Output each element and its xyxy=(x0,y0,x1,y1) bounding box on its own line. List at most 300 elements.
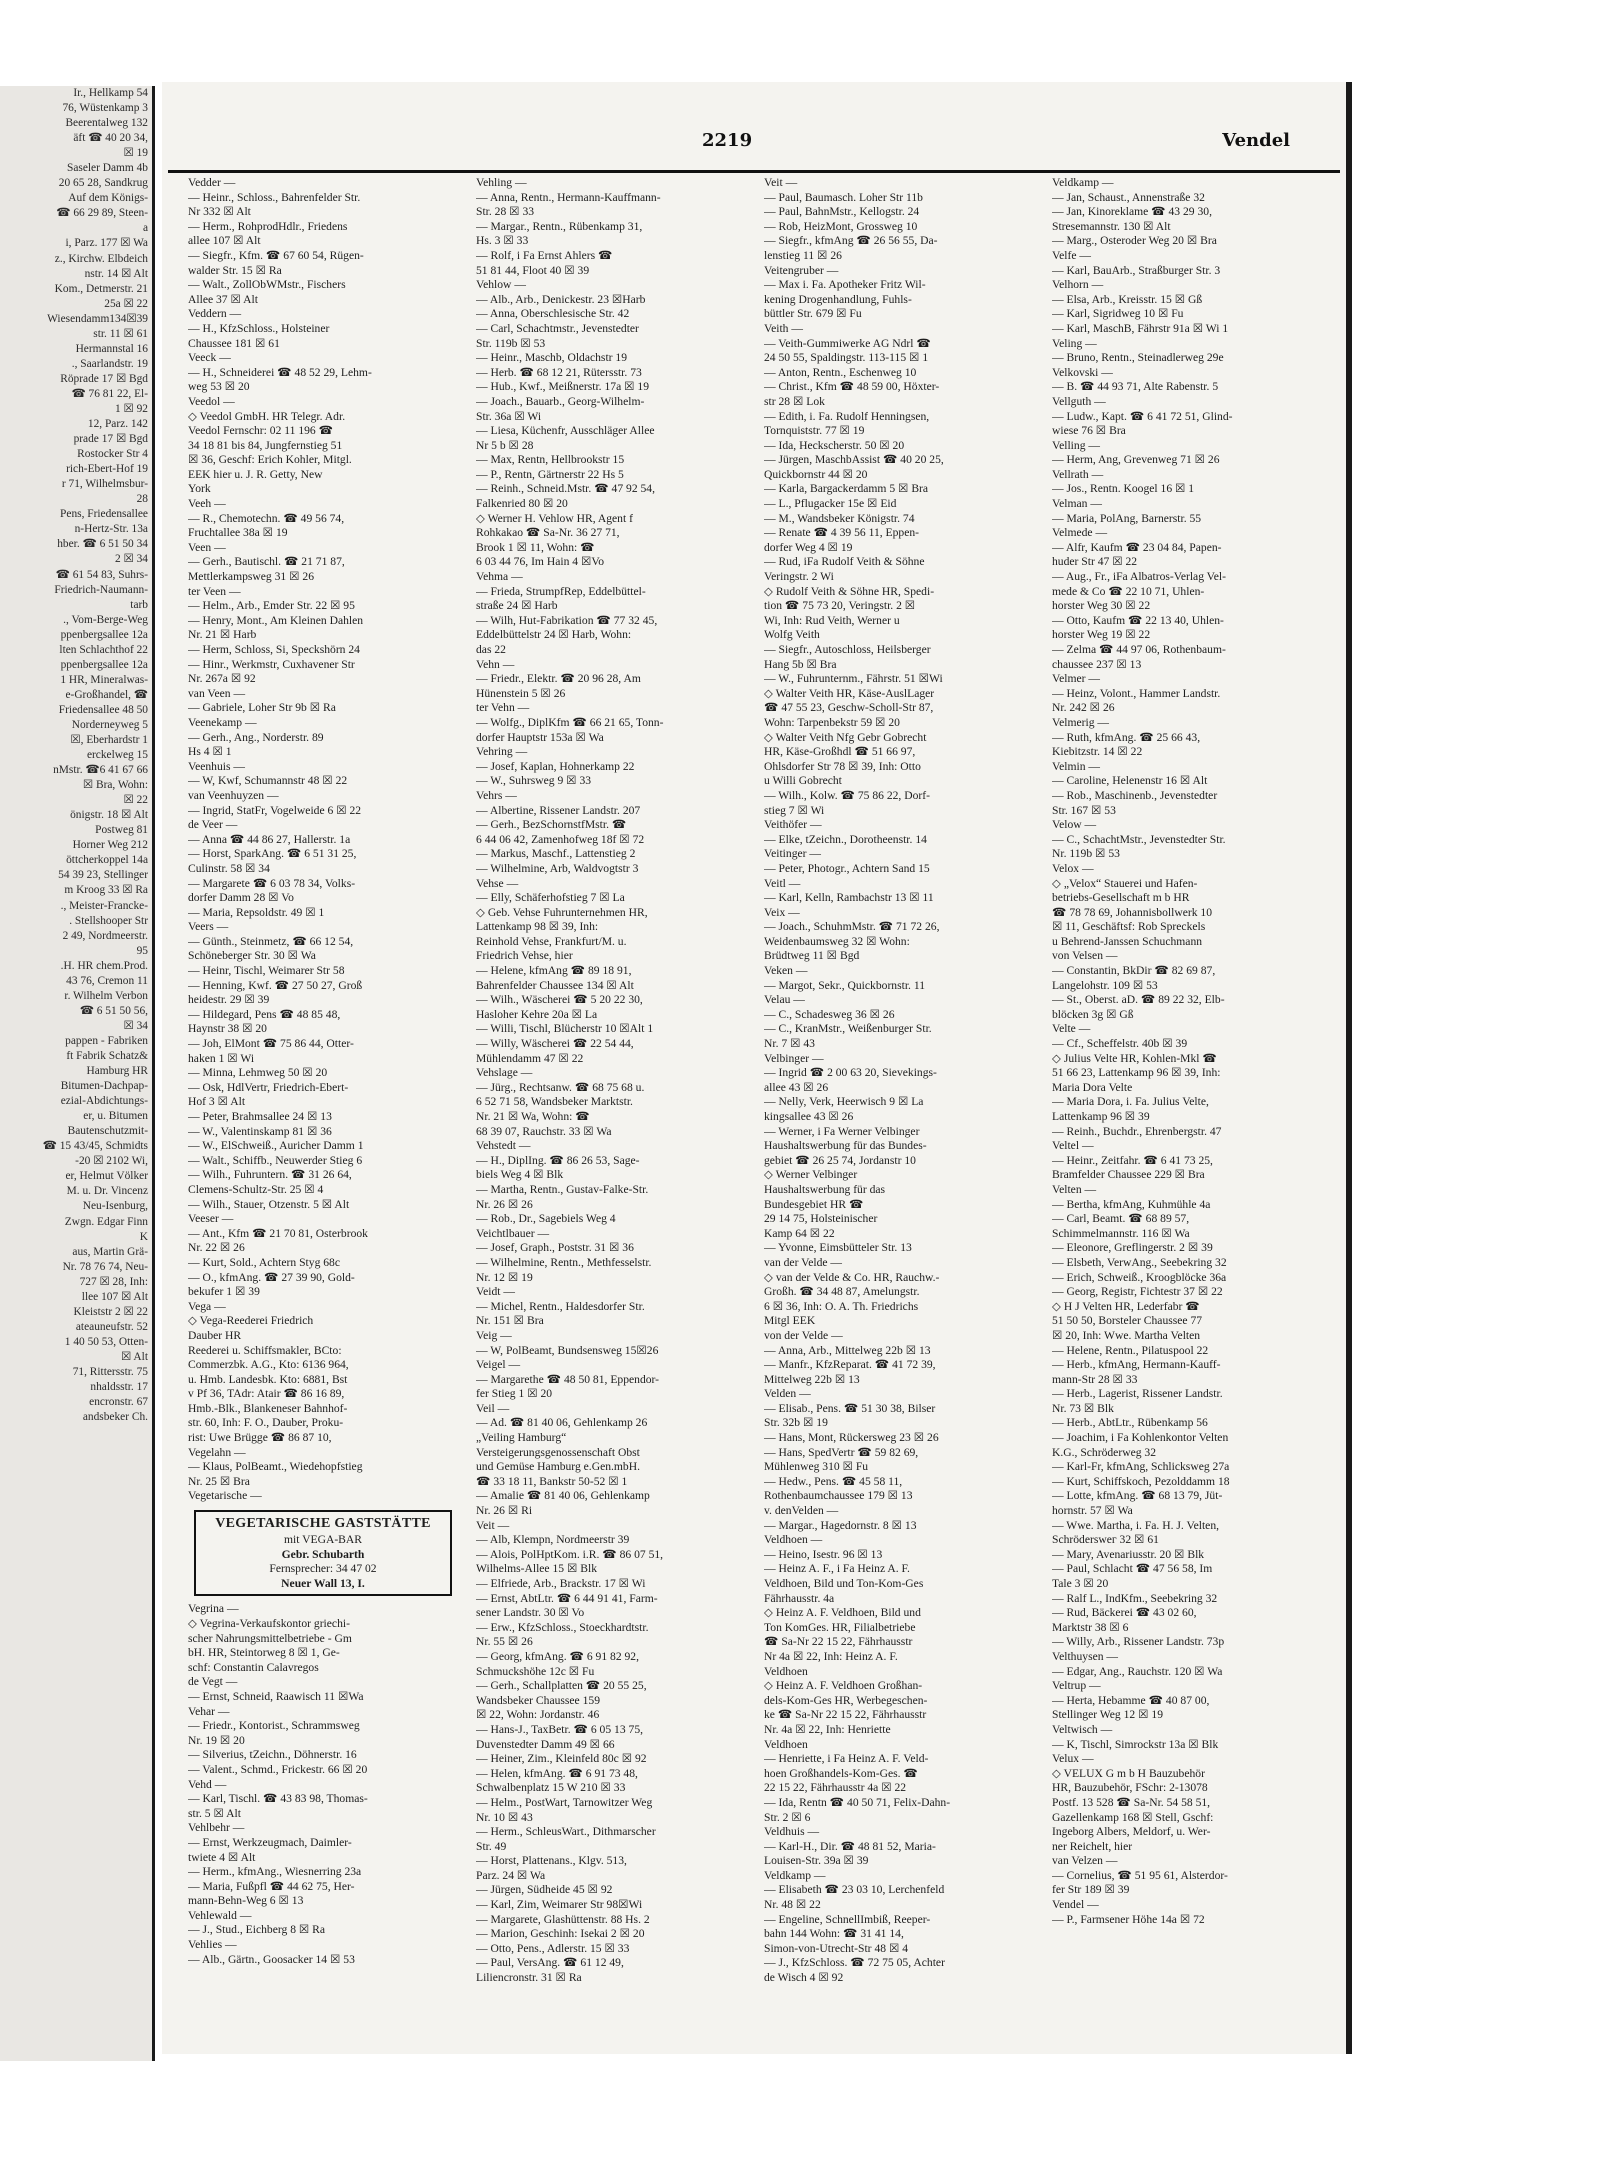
directory-entry-line: — Mary, Avenariusstr. 20 ☒ Blk xyxy=(1052,1547,1205,1561)
directory-entry-line: — Klaus, PolBeamt., Wiedehopfstieg xyxy=(188,1460,363,1474)
directory-entry-line: betriebs-Gesellschaft m b HR xyxy=(1052,891,1190,905)
directory-entry-line: — Rud, iFa Rudolf Veith & Söhne xyxy=(764,555,925,569)
directory-entry-line: — Herta, Hebamme ☎ 40 87 00, xyxy=(1052,1693,1210,1707)
directory-entry-line: — Reinh., Schneid.Mstr. ☎ 47 92 54, xyxy=(476,482,656,496)
directory-entry-line: Nr. 7 ☒ 43 xyxy=(764,1037,815,1051)
prev-page-line: 2 ☒ 34 xyxy=(115,553,148,566)
directory-entry-line: — Ida, Rentn ☎ 40 50 71, Felix-Dahn- xyxy=(764,1795,951,1809)
directory-entry-line: Nr. 21 ☒ Wa, Wohn: ☎ xyxy=(476,1110,590,1123)
directory-entry-line: Duvenstedter Damm 49 ☒ 66 xyxy=(476,1737,615,1751)
directory-entry-line: Marktstr 38 ☒ 6 xyxy=(1052,1620,1129,1634)
directory-entry-line: — Joach., Bauarb., Georg-Wilhelm- xyxy=(476,394,645,408)
directory-entry-line: Schmuckshöhe 12c ☒ Fu xyxy=(476,1664,595,1678)
directory-entry-line: Vehlewald — xyxy=(188,1908,252,1922)
directory-entry-line: Vehslage — xyxy=(476,1066,533,1080)
directory-entry-line: Stresemannstr. 130 ☒ Alt xyxy=(1052,219,1171,233)
directory-entry-line: Velbinger — xyxy=(764,1051,824,1065)
directory-entry-line: Vehma — xyxy=(476,570,523,584)
directory-entry-line: Vehlies — xyxy=(188,1938,237,1952)
directory-entry-line: Brüdtweg 11 ☒ Bgd xyxy=(764,949,860,963)
prev-page-line: ateauneufstr. 52 xyxy=(75,1320,148,1333)
directory-entry-line: Str. 2 ☒ 6 xyxy=(764,1810,811,1824)
directory-entry-line: Vedder — xyxy=(188,176,236,189)
directory-entry-line: van der Velde — xyxy=(764,1255,843,1269)
directory-entry-line: — Hedw., Pens. ☎ 45 58 11, xyxy=(764,1474,903,1488)
directory-entry-line: Nr. 22 ☒ 26 xyxy=(188,1241,245,1255)
directory-entry-line: Hs 4 ☒ 1 xyxy=(188,745,232,759)
directory-entry-line: — Zelma ☎ 44 97 06, Rothenbaum- xyxy=(1052,643,1226,656)
directory-entry-line: „Veiling Hamburg“ xyxy=(476,1431,567,1445)
prev-page-line: ☒ Alt xyxy=(121,1350,148,1363)
directory-entry-line: — Ingrid ☎ 2 00 63 20, Sievekings- xyxy=(764,1066,937,1080)
directory-entry-line: Vehling — xyxy=(476,176,527,189)
prev-page-line: 95 xyxy=(136,944,148,957)
directory-entry-line: Veltrup — xyxy=(1052,1679,1101,1693)
directory-entry-line: Veldhoen, Bild und Ton-Kom-Ges xyxy=(764,1577,924,1590)
directory-entry-line: Fährhausstr. 4a xyxy=(764,1591,835,1605)
prev-page-line: lten Schlachthof 22 xyxy=(59,643,148,656)
directory-entry-line: — Herm., RohprodHdlr., Friedens xyxy=(188,219,348,233)
directory-entry-line: v. denVelden — xyxy=(764,1504,839,1518)
directory-entry-line: — Hildegard, Pens ☎ 48 85 48, xyxy=(188,1007,341,1021)
directory-entry-line: — Elly, Schäferhofstieg 7 ☒ La xyxy=(476,891,625,905)
directory-entry-line: — Helm., Arb., Emder Str. 22 ☒ 95 xyxy=(188,599,355,613)
directory-entry-line: — B. ☎ 44 93 71, Alte Rabenstr. 5 xyxy=(1052,380,1219,394)
directory-entry-line: rist: Uwe Brügge ☎ 86 87 10, xyxy=(188,1431,332,1445)
directory-entry-line: — Gerh., BezSchornstfMstr. ☎ xyxy=(476,818,627,832)
directory-entry-line: Str. 119b ☒ 53 xyxy=(476,336,546,350)
directory-entry-line: — Anton, Rentn., Eschenweg 10 xyxy=(764,365,917,379)
prev-page-line: Kleiststr 2 ☒ 22 xyxy=(73,1305,148,1318)
prev-page-line: ☎ 76 81 22, El- xyxy=(71,387,148,400)
directory-entry-line: — Karl-Fr, kfmAng, Schlicksweg 27a xyxy=(1052,1460,1230,1474)
directory-entry-line: Nr 4a ☒ 22, Inh: Heinz A. F. xyxy=(764,1649,898,1663)
directory-entry-line: Veitengruber — xyxy=(764,263,839,277)
directory-entry-line: — Heinr., Zeitfahr. ☎ 6 41 73 25, xyxy=(1052,1153,1213,1167)
directory-entry-line: Reederei u. Schiffsmakler, BCto: xyxy=(188,1343,342,1357)
prev-page-line: ☒ 34 xyxy=(123,1019,148,1032)
directory-entry-line: — Heiner, Zim., Kleinfeld 80c ☒ 92 xyxy=(476,1752,647,1766)
directory-entry-line: — Maria, Fußpfl ☎ 44 62 75, Her- xyxy=(188,1879,355,1893)
prev-page-line: ☒ Bra, Wohn: xyxy=(82,779,148,792)
directory-entry-line: Haynstr 38 ☒ 20 xyxy=(188,1022,267,1036)
directory-entry-line: — Siegfr., kfmAng ☎ 26 56 55, Da- xyxy=(764,234,938,248)
prev-page-line: M. u. Dr. Vincenz xyxy=(66,1185,148,1198)
directory-entry-line: ◇ Walter Veith Nfg Gebr Gobrecht xyxy=(764,730,927,744)
prev-page-line: erckelweg 15 xyxy=(86,749,148,762)
directory-entry-line: — Ludw., Kapt. ☎ 6 41 72 51, Glind- xyxy=(1052,409,1233,423)
directory-entry-line: Str. 49 xyxy=(476,1839,507,1853)
prev-page-line: i, Parz. 177 ☒ Wa xyxy=(65,237,148,250)
directory-entry-line: — Margarete ☎ 6 03 78 34, Volks- xyxy=(188,876,356,890)
directory-entry-line: Veling — xyxy=(1052,336,1097,350)
prev-page-line: Horner Weg 212 xyxy=(72,839,148,852)
directory-entry-line: Nr 332 ☒ Alt xyxy=(188,205,251,219)
directory-entry-line: Parz. 24 ☒ Wa xyxy=(476,1868,546,1882)
directory-entry-line: — Renate ☎ 4 39 56 11, Eppen- xyxy=(764,526,920,540)
directory-entry-line: Mühlendamm 47 ☒ 22 xyxy=(476,1051,584,1065)
prev-page-line: Wiesendamm134☒39 xyxy=(47,312,148,325)
directory-entry-line: Veedol Fernschr: 02 11 196 ☎ xyxy=(188,424,334,438)
directory-entry-line: — Christ., Kfm ☎ 48 59 00, Höxter- xyxy=(764,380,940,394)
directory-entry-line: — Valent., Schmd., Frickestr. 66 ☒ 20 xyxy=(188,1762,368,1776)
directory-entry-line: dels-Kom-Ges HR, Werbegeschen- xyxy=(764,1693,928,1707)
directory-entry-line: ☎ 78 78 69, Johannisbollwerk 10 xyxy=(1052,905,1212,919)
directory-entry-line: — Joachim, i Fa Kohlenkontor Velten xyxy=(1052,1431,1229,1445)
directory-entry-line: — Willy, Arb., Rissener Landstr. 73p xyxy=(1052,1635,1225,1649)
prev-page-line: Neu-Isenburg, xyxy=(82,1200,148,1213)
directory-entry-line: — Joach., SchuhmMstr. ☎ 71 72 26, xyxy=(764,920,940,934)
directory-entry-line: Veitinger — xyxy=(764,847,821,861)
directory-entry-line: — Amalie ☎ 81 40 06, Gehlenkamp xyxy=(476,1489,650,1503)
directory-entry-line: — Veith-Gummiwerke AG Ndrl ☎ xyxy=(764,336,931,350)
directory-entry-line: Nr. 55 ☒ 26 xyxy=(476,1635,533,1649)
directory-entry-line: 51 50 50, Borsteler Chaussee 77 xyxy=(1052,1314,1203,1328)
directory-entry-line: Ingeborg Albers, Meldorf, u. Wer- xyxy=(1052,1825,1211,1839)
directory-entry-line: Lattenkamp 98 ☒ 39, Inh: xyxy=(476,920,599,934)
directory-entry-line: Reinhold Vehse, Frankfurt/M. u. xyxy=(476,934,627,948)
directory-entry-line: ner Reichelt, hier xyxy=(1052,1839,1133,1853)
directory-entry-line: — Albertine, Rissener Landstr. 207 xyxy=(476,803,641,817)
directory-entry-line: — Ant., Kfm ☎ 21 70 81, Osterbrook xyxy=(188,1226,368,1240)
directory-entry-line: — Margarethe ☎ 48 50 81, Eppendor- xyxy=(476,1372,660,1386)
directory-entry-line: von der Velde — xyxy=(764,1328,843,1342)
directory-entry-line: ◇ Walter Veith HR, Käse-AuslLager xyxy=(764,686,935,700)
directory-entry-line: Mettlerkampsweg 31 ☒ 26 xyxy=(188,570,314,584)
directory-entry-line: Vegetarische — xyxy=(188,1489,262,1503)
directory-entry-line: 24 50 55, Spaldingstr. 113-115 ☒ 1 xyxy=(764,351,929,365)
directory-entry-line: — Karl, MaschB, Fährstr 91a ☒ Wi 1 xyxy=(1052,321,1229,335)
page-number: 2219 xyxy=(702,130,753,151)
directory-entry-line: Veers — xyxy=(188,920,229,934)
directory-entry-line: Vega — xyxy=(188,1299,226,1313)
directory-entry-line: u Willi Gobrecht xyxy=(764,774,842,788)
directory-entry-line: Weidenbaumsweg 32 ☒ Wohn: xyxy=(764,934,910,948)
directory-entry-line: twiete 4 ☒ Alt xyxy=(188,1850,256,1864)
directory-entry-line: Vegrina — xyxy=(188,1602,239,1616)
prev-page-line: 1 40 50 53, Otten- xyxy=(64,1335,148,1348)
directory-entry-line: — W., Suhrsweg 9 ☒ 33 xyxy=(476,774,592,788)
directory-entry-line: — W., Fuhrunternm., Fährstr. 51 ☒Wi xyxy=(764,672,943,686)
directory-entry-line: Vehlow — xyxy=(476,278,526,292)
directory-entry-line: — Henning, Kwf. ☎ 27 50 27, Groß xyxy=(188,978,363,992)
directory-entry-line: — Heinz, Volont., Hammer Landstr. xyxy=(1052,686,1221,700)
directory-entry-line: Veichtlbauer — xyxy=(476,1226,550,1240)
directory-entry-line: — Karl, Sigridweg 10 ☒ Fu xyxy=(1052,307,1184,321)
directory-entry-line: Velmer — xyxy=(1052,672,1100,686)
directory-entry-line: fer Stieg 1 ☒ 20 xyxy=(476,1387,553,1401)
directory-entry-line: — Josef, Kaplan, Hohnerkamp 22 xyxy=(476,759,635,773)
prev-page-line: ☒ 22 xyxy=(123,794,148,807)
directory-entry-line: ◇ H J Velten HR, Lederfabr ☎ xyxy=(1052,1299,1200,1313)
directory-entry-line: — R., Chemotechn. ☎ 49 56 74, xyxy=(188,511,345,525)
directory-entry-line: 6 44 06 42, Zamenhofweg 18f ☒ 72 xyxy=(476,832,645,846)
directory-entry-line: — Hans, Mont, Rückersweg 23 ☒ 26 xyxy=(764,1431,939,1445)
directory-entry-line: Velhorn — xyxy=(1052,278,1104,292)
directory-entry-line: Wilhelms-Allee 15 ☒ Blk xyxy=(476,1562,598,1576)
directory-entry-line: ◇ VELUX G m b H Bauzubehör xyxy=(1052,1766,1205,1780)
directory-entry-line: — Maria, Repsoldstr. 49 ☒ 1 xyxy=(188,905,325,919)
prev-page-line: 1 HR, Mineralwas- xyxy=(60,673,148,686)
directory-entry-line: Dauber HR xyxy=(188,1328,242,1342)
directory-entry-line: Velfe — xyxy=(1052,248,1091,262)
directory-entry-line: — Ingrid, StatFr, Vogelweide 6 ☒ 22 xyxy=(188,803,362,817)
directory-entry-line: — C., Schadesweg 36 ☒ 26 xyxy=(764,1007,895,1021)
prev-page-line: Pens, Friedensallee xyxy=(60,508,148,521)
prev-page-line: 2 49, Nordmeerstr. xyxy=(62,929,148,942)
directory-entry-line: — Rud, Bäckerei ☎ 43 02 60, xyxy=(1052,1606,1197,1620)
directory-entry-line: walder Str. 15 ☒ Ra xyxy=(188,263,282,277)
directory-entry-line: — Margar., Rentn., Rübenkamp 31, xyxy=(476,219,643,233)
directory-entry-line: 68 39 07, Rauchstr. 33 ☒ Wa xyxy=(476,1124,612,1138)
directory-entry-line: — Erich, Schweiß., Kroogblöcke 36a xyxy=(1052,1270,1227,1284)
directory-entry-line: — Horst, SparkAng. ☎ 6 51 31 25, xyxy=(188,847,357,861)
directory-entry-line: Vellguth — xyxy=(1052,394,1106,408)
prev-page-line: Beerentalweg 132 xyxy=(65,117,148,130)
directory-entry-line: ter Veen — xyxy=(188,584,241,598)
directory-entry-line: — Herm., kfmAng., Wiesnerring 23a xyxy=(188,1865,362,1879)
prev-page-line: ezial-Abdichtungs- xyxy=(60,1095,148,1108)
directory-entry-line: Veithöfer — xyxy=(764,818,822,832)
directory-entry-line: — Frieda, StrumpfRep, Eddelbüttel- xyxy=(476,584,646,598)
directory-entry-line: — Herb., Lagerist, Rissener Landstr. xyxy=(1052,1387,1223,1401)
directory-entry-line: von Velsen — xyxy=(1052,949,1118,963)
directory-entry-line: — Otto, Kaufm ☎ 22 13 40, Uhlen- xyxy=(1052,613,1224,627)
directory-entry-line: Louisen-Str. 39a ☒ 39 xyxy=(764,1854,869,1868)
directory-entry-line: — Anna, Arb., Mittelweg 22b ☒ 13 xyxy=(764,1343,931,1357)
directory-entry-line: Nr. 26 ☒ 26 xyxy=(476,1197,533,1211)
directory-entry-line: Vehar — xyxy=(188,1704,230,1718)
directory-entry-line: Str. 167 ☒ 53 xyxy=(1052,803,1116,817)
directory-entry-line: — Constantin, BkDir ☎ 82 69 87, xyxy=(1052,964,1216,978)
directory-entry-line: Vendel — xyxy=(1052,1898,1099,1912)
directory-entry-line: Hang 5b ☒ Bra xyxy=(764,657,837,671)
directory-entry-line: Haushaltswerbung für das xyxy=(764,1182,886,1196)
directory-entry-line: — Hans-J., TaxBetr. ☎ 6 05 13 75, xyxy=(476,1722,644,1736)
directory-entry-line: — Gabriele, Loher Str 9b ☒ Ra xyxy=(188,701,336,715)
directory-entry-line: weg 53 ☒ 20 xyxy=(188,380,250,394)
advertisement-line: Fernsprecher: 34 47 02 xyxy=(269,1562,377,1576)
directory-entry-line: Rohkakao ☎ Sa-Nr. 36 27 71, xyxy=(476,526,620,540)
directory-entry-line: — Helm., PostWart, Tarnowitzer Weg xyxy=(476,1795,653,1809)
directory-entry-line: — W, PolBeamt, Bundsensweg 15☒26 xyxy=(476,1343,659,1357)
directory-entry-line: Veeh — xyxy=(188,497,226,511)
directory-entry-line: Velten — xyxy=(1052,1182,1097,1196)
directory-entry-line: Veig — xyxy=(476,1328,512,1342)
directory-entry-line: Veitl — xyxy=(764,876,801,890)
directory-entry-line: Nr. 4a ☒ 22, Inh: Henriette xyxy=(764,1722,891,1736)
directory-entry-line: Stellinger Weg 12 ☒ 19 xyxy=(1052,1708,1164,1722)
directory-entry-line: — Herm, Ang, Grevenweg 71 ☒ 26 xyxy=(1052,453,1220,467)
directory-entry-line: Velmede — xyxy=(1052,526,1108,540)
directory-entry-line: Schröderswег 32 ☒ 61 xyxy=(1052,1533,1159,1547)
header-rule xyxy=(168,170,1340,173)
directory-entry-line: — Ernst, Schneid, Raawisch 11 ☒Wa xyxy=(188,1689,364,1703)
directory-entry-line: heidestr. 29 ☒ 39 xyxy=(188,993,270,1007)
directory-entry-line: Versteigerungsgenossenschaft Obst xyxy=(476,1445,640,1459)
directory-entry-line: dorfer Damm 28 ☒ Vo xyxy=(188,891,294,905)
directory-entry-line: Vehrs — xyxy=(476,788,517,802)
directory-entry-line: de Vegt — xyxy=(188,1675,238,1689)
directory-entry-line: Velau — xyxy=(764,993,805,1007)
directory-entry-line: Veltel — xyxy=(1052,1139,1094,1153)
directory-entry-line: — Gerh., Bautischl. ☎ 21 71 87, xyxy=(188,555,345,569)
prev-page-line: a xyxy=(142,222,148,235)
directory-entry-line: scher Nahrungsmittelbetriebe - Gm xyxy=(188,1631,352,1645)
directory-entry-line: Brook 1 ☒ 11, Wohn: ☎ xyxy=(476,540,595,554)
directory-entry-line: Nr. 242 ☒ 26 xyxy=(1052,701,1115,715)
directory-entry-line: Veedol — xyxy=(188,394,235,408)
prev-page-line: 54 39 23, Stellinger xyxy=(58,869,148,882)
directory-entry-line: Str. 28 ☒ 33 xyxy=(476,205,535,219)
directory-entry-line: ☒ 36, Geschf: Erich Kohler, Mitgl. xyxy=(188,453,352,467)
directory-entry-line: Veenhuis — xyxy=(188,759,245,773)
directory-entry-line: — Hans, SpedVertr ☎ 59 82 69, xyxy=(764,1445,919,1459)
directory-entry-line: — Willi, Tischl, Blücherstr 10 ☒Alt 1 xyxy=(476,1022,654,1036)
directory-entry-line: und Gemüse Hamburg e.Gen.mbH. xyxy=(476,1460,640,1474)
directory-entry-line: u Behrend-Janssen Schuchmann xyxy=(1052,934,1203,948)
directory-entry-line: — Paul, VersAng. ☎ 61 12 49, xyxy=(476,1956,624,1970)
directory-entry-line: Velmerig — xyxy=(1052,715,1109,729)
directory-entry-line: Hof 3 ☒ Alt xyxy=(188,1095,246,1109)
prev-page-line: önigstr. 18 ☒ Alt xyxy=(70,809,148,822)
directory-entry-line: Velkovski — xyxy=(1052,365,1113,379)
directory-entry-line: 6 ☒ 36, Inh: O. A. Th. Friedrichs xyxy=(764,1299,919,1313)
directory-entry-line: — Silverius, tZeichn., Döhnerstr. 16 xyxy=(188,1748,357,1762)
directory-entry-line: Simon-von-Utrecht-Str 48 ☒ 4 xyxy=(764,1941,909,1955)
directory-entry-line: — Paul, BahnMstr., Kellogstr. 24 xyxy=(764,205,920,219)
directory-entry-line: — Yvonne, Eimsbütteler Str. 13 xyxy=(764,1241,912,1255)
directory-entry-line: chaussee 237 ☒ 13 xyxy=(1052,657,1142,671)
prev-page-line: r 71, Wilhelmsbur- xyxy=(61,478,148,491)
directory-entry-line: — Alois, PolHptKom. i.R. ☎ 86 07 51, xyxy=(476,1547,664,1561)
directory-entry-line: — Maria, PolAng, Barnerstr. 55 xyxy=(1052,511,1202,525)
directory-entry-line: Ton KomGes. HR, Filialbetriebe xyxy=(764,1620,916,1634)
directory-entry-line: — Wilh., Wäscherei ☎ 5 20 22 30, xyxy=(476,993,643,1007)
prev-page-line: nstr. 14 ☒ Alt xyxy=(84,267,148,280)
directory-entry-line: — Helene, Rentn., Pilatuspool 22 xyxy=(1052,1343,1209,1357)
directory-entry-line: ◇ Vega-Reederei Friedrich xyxy=(188,1314,314,1328)
directory-entry-line: dorfer Hauptstr 153a ☒ Wa xyxy=(476,730,604,744)
prev-page-line: 12, Parz. 142 xyxy=(87,418,148,431)
directory-entry-line: Schimmelmannstr. 116 ☒ Wa xyxy=(1052,1226,1190,1240)
directory-entry-line: — Henriette, i Fa Heinz A. F. Veld- xyxy=(764,1752,929,1766)
prev-page-line: andsbeker Ch. xyxy=(82,1411,148,1424)
directory-entry-line: — Edith, i. Fa. Rudolf Henningsen, xyxy=(764,409,930,423)
directory-entry-line: York xyxy=(188,482,211,496)
directory-entry-line: Vehring — xyxy=(476,745,528,759)
directory-entry-line: — Cornelius, ☎ 51 95 61, Alsterdor- xyxy=(1052,1868,1228,1882)
directory-entry-line: Vehd — xyxy=(188,1777,227,1791)
directory-entry-line: Veidt — xyxy=(476,1285,515,1299)
directory-entry-line: — Friedr., Kontorist., Schrammsweg xyxy=(188,1719,360,1733)
prev-page-line: m Kroog 33 ☒ Ra xyxy=(64,884,148,897)
directory-entry-line: — Gerh., Schallplatten ☎ 20 55 25, xyxy=(476,1679,647,1693)
directory-entry-line: — Heinr., Schloss., Bahrenfelder Str. xyxy=(188,190,361,204)
prev-page-line: r. Wilhelm Verbon xyxy=(64,989,148,1002)
directory-entry-line: Velman — xyxy=(1052,497,1102,511)
directory-entry-line: — Heinz A. F., i Fa Heinz A. F. xyxy=(764,1562,910,1576)
directory-entry-line: Wolfg Veith xyxy=(764,628,820,642)
directory-entry-line: Fruchtallee 38a ☒ 19 xyxy=(188,526,288,540)
prev-page-line: str. 11 ☒ 61 xyxy=(93,327,148,340)
prev-page-line: ., Meister-Francke- xyxy=(60,899,148,912)
directory-entry-line: Nr. 25 ☒ Bra xyxy=(188,1474,250,1488)
directory-entry-line: biels Weg 4 ☒ Blk xyxy=(476,1168,564,1182)
directory-entry-line: ◇ Veedol GmbH. HR Telegr. Adr. xyxy=(188,409,346,423)
directory-entry-line: 51 81 44, Floot 40 ☒ 39 xyxy=(476,263,590,277)
prev-page-line: Hermannstal 16 xyxy=(75,342,148,355)
directory-entry-line: — Heino, Isestr. 96 ☒ 13 xyxy=(764,1547,883,1561)
directory-entry-line: — K, Tischl, Simrockstr 13a ☒ Blk xyxy=(1052,1737,1219,1751)
directory-entry-line: lenstieg 11 ☒ 26 xyxy=(764,248,842,262)
directory-entry-line: gebiet ☎ 26 25 74, Jordanstr 10 xyxy=(764,1153,916,1167)
directory-entry-line: — Peter, Photogr., Achtern Sand 15 xyxy=(764,861,930,875)
directory-entry-line: ☎ 47 55 23, Geschw-Scholl-Str 87, xyxy=(764,701,934,715)
directory-entry-line: Eddelbüttelstr 24 ☒ Harb, Wohn: xyxy=(476,628,632,642)
directory-entry-line: Tale 3 ☒ 20 xyxy=(1052,1577,1109,1590)
directory-entry-line: 22 15 22, Fährhausstr 4a ☒ 22 xyxy=(764,1781,907,1795)
directory-entry-line: — Elisab., Pens. ☎ 51 30 38, Bilser xyxy=(764,1401,936,1415)
directory-entry-line: — Eleonore, Greflingerstr. 2 ☒ 39 xyxy=(1052,1241,1213,1255)
prev-page-line: 1 ☒ 92 xyxy=(115,402,148,415)
prev-page-line: hber. ☎ 6 51 50 34 xyxy=(57,538,148,551)
directory-entry-line: Rothenbaumchaussee 179 ☒ 13 xyxy=(764,1489,913,1503)
directory-entry-line: — Alb, Klempn, Nordmeerstr 39 xyxy=(476,1533,630,1547)
directory-entry-line: Bramfelder Chaussee 229 ☒ Bra xyxy=(1052,1168,1205,1182)
directory-entry-line: Veltwisch — xyxy=(1052,1722,1113,1736)
directory-entry-line: — Marion, Geschinh: Isekai 2 ☒ 20 xyxy=(476,1927,645,1941)
directory-entry-line: ter Vehn — xyxy=(476,701,530,715)
directory-entry-line: Vehlbehr — xyxy=(188,1821,245,1835)
directory-entry-line: — J., Stud., Eichberg 8 ☒ Ra xyxy=(188,1923,326,1937)
page-edge xyxy=(1346,82,1352,2054)
directory-entry-line: — Aug., Fr., iFa Albatros-Verlag Vel- xyxy=(1052,570,1226,584)
prev-page-line: er, u. Bitumen xyxy=(83,1110,148,1123)
directory-entry-line: Velox — xyxy=(1052,861,1094,875)
directory-entry-line: — Jürgen, Südheide 45 ☒ 92 xyxy=(476,1883,613,1897)
directory-entry-line: büttler Str. 679 ☒ Fu xyxy=(764,307,862,321)
directory-entry-line: — Georg, kfmAng. ☎ 6 91 82 92, xyxy=(476,1649,640,1663)
prev-page-line: ppenbergsallee 12a xyxy=(60,658,148,671)
directory-entry-line: — Hub., Kwf., Meißnerstr. 17a ☒ 19 xyxy=(476,380,650,394)
directory-entry-line: Veldhoen — xyxy=(764,1533,823,1547)
directory-entry-line: Culinstr. 58 ☒ 34 xyxy=(188,861,270,875)
directory-entry-line: Großh. ☎ 34 48 87, Amelungstr. xyxy=(764,1285,920,1299)
directory-entry-line: — Carl, Schachtmstr., Jevenstedter xyxy=(476,321,639,335)
directory-entry-line: Vellrath — xyxy=(1052,467,1104,481)
directory-entry-line: haken 1 ☒ Wi xyxy=(188,1051,255,1065)
directory-entry-line: HR, Käse-Großhdl ☎ 51 66 97, xyxy=(764,745,916,759)
directory-entry-line: ◇ „Velox“ Stauerei und Hafen- xyxy=(1052,876,1198,890)
directory-entry-line: — W, Kwf, Schumannstr 48 ☒ 22 xyxy=(188,774,348,788)
directory-entry-line: huder Str 47 ☒ 22 xyxy=(1052,555,1138,569)
directory-entry-line: mann-Behn-Weg 6 ☒ 13 xyxy=(188,1894,304,1908)
prev-page-line: Nr. 78 76 74, Neu- xyxy=(62,1260,148,1273)
directory-entry-line: Kiebitzstr. 14 ☒ 22 xyxy=(1052,745,1143,759)
directory-entry-line: v Pf 36, TAdr: Atair ☎ 86 16 89, xyxy=(188,1387,345,1401)
prev-page-line: ppenbergsallee 12a xyxy=(60,628,148,641)
directory-entry-line: Wohn: Tarpenbekstr 59 ☒ 20 xyxy=(764,715,900,729)
directory-entry-line: — Margot, Sekr., Quickbornstr. 11 xyxy=(764,978,926,992)
directory-entry-line: — Ida, Heckscherstr. 50 ☒ 20 xyxy=(764,438,905,452)
prev-page-line: Auf dem Königs- xyxy=(68,192,148,205)
prev-page-line: llee 107 ☒ Alt xyxy=(81,1290,148,1303)
directory-entry-line: — Osk, HdlVertr, Friedrich-Ebert- xyxy=(188,1080,349,1094)
directory-entry-line: Veen — xyxy=(188,540,226,554)
directory-entry-line: Nr. 26 ☒ Ri xyxy=(476,1504,533,1518)
directory-entry-line: Vehn — xyxy=(476,657,515,671)
